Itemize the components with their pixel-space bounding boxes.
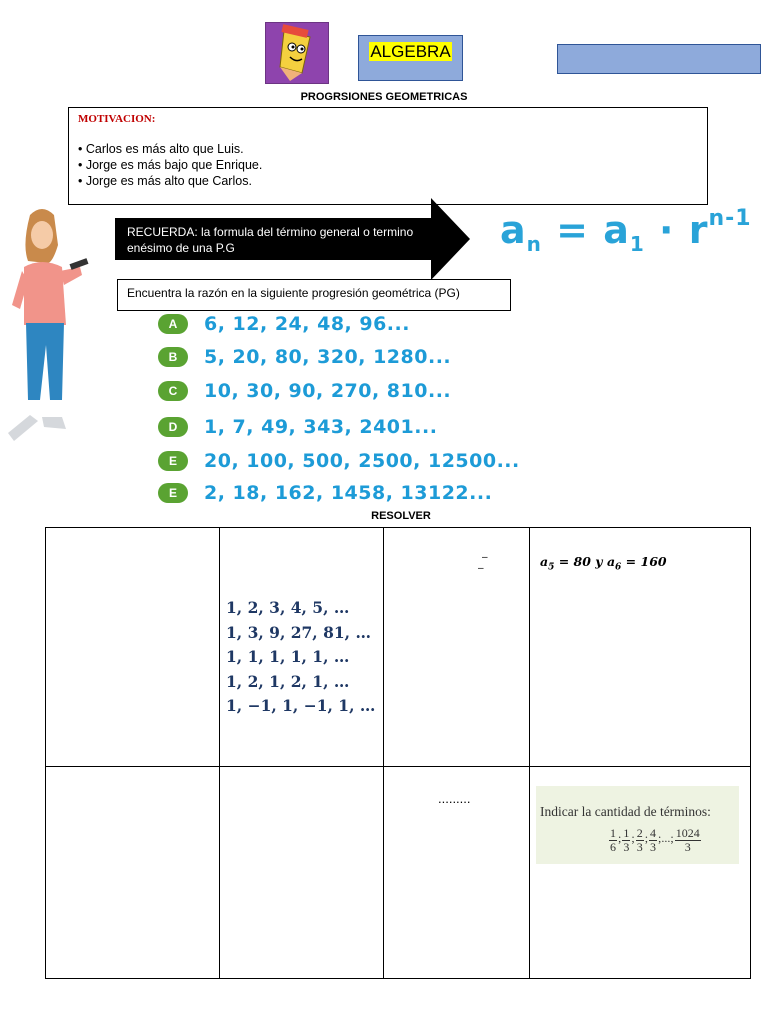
fraction: $\frac{2}{3}$	[636, 826, 643, 854]
sequence-item: 1, 2, 1, 2, 1, …	[226, 671, 350, 691]
student-girl-illustration	[0, 205, 100, 450]
progression-item	[158, 450, 520, 472]
pencil-mascot-logo	[265, 22, 329, 84]
exercise-cell	[46, 767, 220, 979]
sequence-item: 1, −1, 1, −1, 1, …	[226, 696, 376, 715]
reminder-text: RECUERDA: la formula del término general o termino enésimo de una P.G	[127, 225, 414, 255]
sequence-item: 1, 3, 9, 27, 81, …	[226, 622, 371, 642]
ellipsis-text: .........	[438, 791, 471, 806]
progression-item	[158, 482, 492, 504]
exercise-cell	[220, 528, 384, 767]
progression-badge: E	[158, 451, 188, 471]
progression-item	[158, 313, 410, 335]
progression-badge: A	[158, 314, 188, 334]
progression-badge: B	[158, 347, 188, 367]
exercise-cell	[220, 767, 384, 979]
subject-box	[358, 35, 463, 81]
progression-badge: C	[158, 381, 188, 401]
exercise-cell	[384, 528, 530, 767]
progression-badge: D	[158, 417, 188, 437]
sequence-item: 1, 1, 1, 1, 1, …	[226, 647, 350, 666]
motivation-heading: MOTIVACION:	[78, 113, 156, 125]
motivation-item: • Carlos es más alto que Luis.	[78, 141, 262, 157]
exercise-cell	[530, 767, 751, 979]
exercise-cell	[530, 528, 751, 767]
fraction-sequence: $\frac{1}{6}$ ; $\frac{1}{3}$ ; $\frac{2}{3}$ ; $\frac{4}{3}$ ;...; $\frac{1024}{3}$	[610, 826, 700, 854]
progression-sequence: 20, 100, 500, 2500, 12500...	[204, 450, 520, 472]
progression-item	[158, 380, 451, 402]
card-title: Indicar la cantidad de términos:	[540, 804, 711, 819]
exercise-cell	[46, 528, 220, 767]
instruction-box	[117, 279, 511, 311]
subject-label: ALGEBRA	[370, 42, 451, 61]
exercise-grid	[45, 527, 750, 978]
fraction: $\frac{4}{3}$	[650, 826, 657, 854]
motivation-box	[68, 107, 708, 205]
motivation-item: • Jorge es más bajo que Enrique.	[78, 157, 262, 173]
dash-marks: – –	[478, 552, 488, 574]
fraction: $\frac{1}{3}$	[623, 826, 630, 854]
progression-sequence: 10, 30, 90, 270, 810...	[204, 380, 452, 402]
condition-text: $a_5 = 80$ y $a_6 = 160$	[540, 554, 667, 573]
exercise-cell	[384, 767, 530, 979]
fraction: $\frac{1024}{3}$	[675, 826, 700, 854]
term-count-card	[536, 786, 739, 864]
progression-sequence: 1, 7, 49, 343, 2401...	[204, 416, 438, 438]
sequence-item: 1, 2, 3, 4, 5, …	[226, 598, 350, 617]
progression-sequence: 5, 20, 80, 320, 1280...	[204, 346, 452, 368]
progression-item	[158, 416, 437, 438]
motivation-list	[78, 141, 262, 189]
general-term-formula: $a_n = a_1 \cdot r^{n-1}$	[500, 206, 752, 256]
instruction-text: Encuentra la razón en la siguiente progresión geométrica (PG)	[127, 286, 460, 300]
progression-sequence: 2, 18, 162, 1458, 13122...	[204, 482, 493, 504]
fraction: $\frac{1}{6}$	[610, 826, 616, 854]
resolver-heading: RESOLVER	[371, 510, 431, 522]
sequence-list	[226, 596, 375, 719]
name-field-bar	[557, 44, 761, 74]
progression-badge: E	[158, 483, 188, 503]
motivation-item: • Jorge es más alto que Carlos.	[78, 173, 262, 189]
progression-item	[158, 346, 451, 368]
page-title: PROGRSIONES GEOMETRICAS	[300, 91, 468, 103]
progression-sequence: 6, 12, 24, 48, 96...	[204, 313, 410, 335]
